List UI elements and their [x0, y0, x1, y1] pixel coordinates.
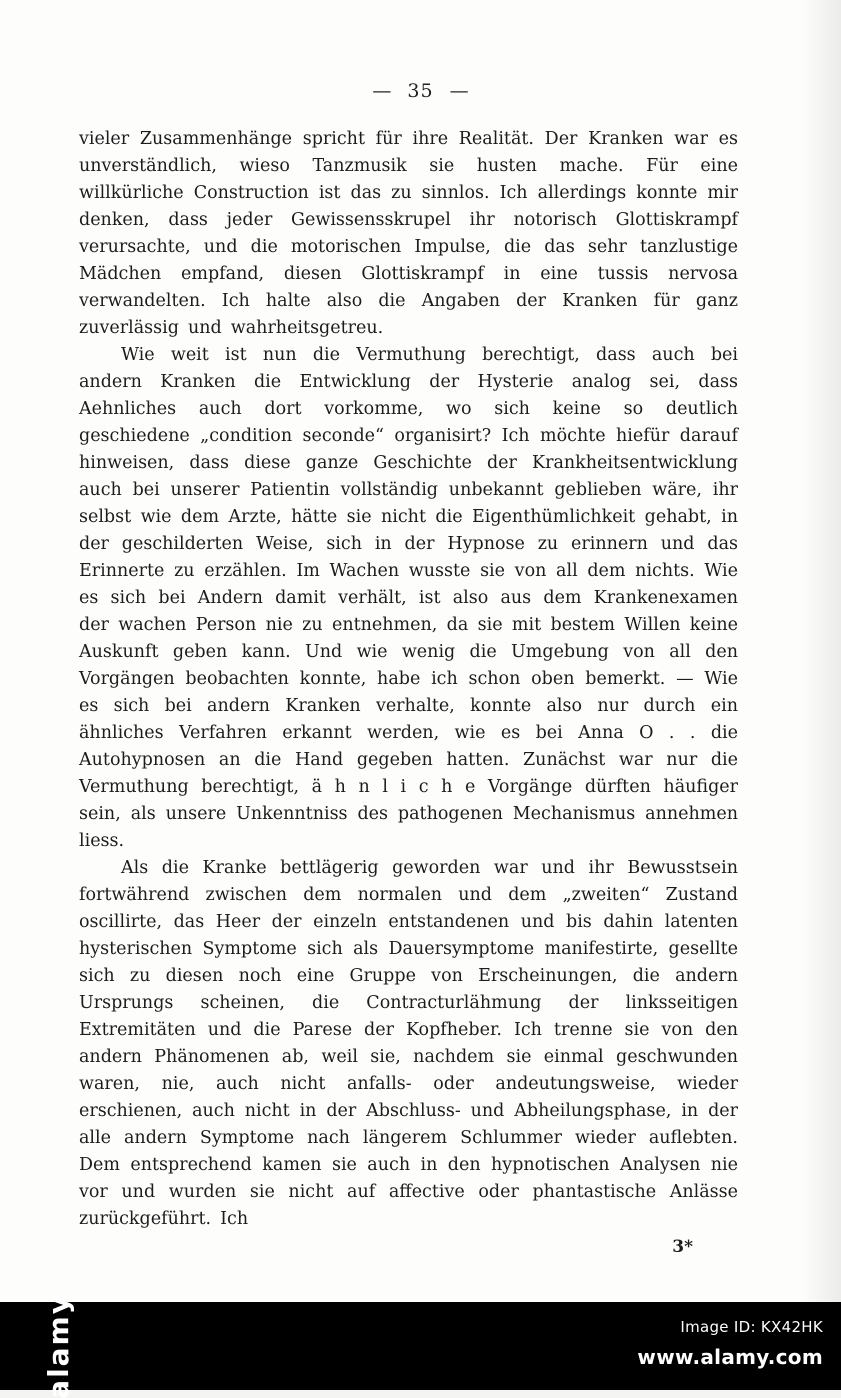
alamy-logo-text: alamy — [42, 1293, 75, 1398]
printer-signature-mark: 3* — [672, 1237, 693, 1257]
page-number: 35 — [407, 80, 434, 102]
paragraph: Wie weit ist nun die Vermuthung berechtigt, dass auch bei andern Kranken die Entwicklung der Hysterie analog sei, dass Aehnliches auch dort vorkomme, wo sich keine so deutlich geschiedene „condition seconde“ organisirt? Ich möchte hiefür darauf hinweisen, dass diese ganze Geschichte der Krankheitsentwicklung auch bei unserer Patientin vollständig unbekannt geblieben wäre, ihr selbst wie dem Arzte, hätte sie nicht die Eigenthümlichkeit gehabt, in der geschilderten Weise, sich in der Hypnose zu erinnern und das Erinnerte zu erzählen. Im Wachen wusste sie von all dem nichts. Wie es sich bei Andern damit verhält, ist also aus dem Krankenexamen der wachen Person nie zu entnehmen, da sie mit bestem Willen keine Auskunft geben kann. Und wie wenig die Umgebung von all den Vorgängen beobachten konnte, habe ich schon oben bemerkt. — Wie es sich bei andern Kranken verhalte, konnte also nur durch ein ähnliches Verfahren erkannt werden, wie es bei Anna O . . die Autohypnosen an die Hand gegeben hatten. Zunächst war nur die Vermuthung berechtigt, ä h n l i c h e Vorgänge dürften häufiger sein, als unsere Unkenntniss des pathogenen Mechanismus annehmen liess. — [79, 345, 738, 851]
paragraph-continuation: vieler Zusammenhänge spricht für ihre Realität. Der Kranken war es unverständlich, wieso Tanzmusik sie husten mache. Für eine willkürliche Construction ist das zu sinnlos. Ich allerdings konnte mir denken, dass jeder Gewissensskrupel ihr notorisch Glottiskrampf verursachte, und die motorischen Impulse, die das sehr tanzlustige Mädchen empfand, diesen Glottiskrampf in eine tussis nervosa verwandelten. Ich halte also die Angaben der Kranken für ganz zuverlässig und wahrheitsgetreu. — [79, 129, 738, 338]
header-dash-right: — — [449, 80, 469, 102]
page-edge-shadow — [801, 0, 841, 1302]
page-body — [79, 126, 738, 1233]
header-dash-left: — — [372, 80, 392, 102]
alamy-logo — [42, 1293, 75, 1398]
image-id-label: Image ID: KX42HK — [680, 1318, 823, 1336]
alamy-url: www.alamy.com — [637, 1345, 823, 1369]
alamy-watermark-bar — [0, 1293, 841, 1398]
page-header — [0, 0, 841, 102]
watermark-info — [637, 1318, 823, 1369]
paragraph: Als die Kranke bettlägerig geworden war und ihr Bewusstsein fortwährend zwischen dem normalen und dem „zweiten“ Zustand oscillirte, das Heer der einzeln entstandenen und bis dahin latenten hysterischen Symptome sich als Dauersymptome manifestirte, gesellte sich zu diesen noch eine Gruppe von Erscheinungen, die andern Ursprungs scheinen, die Contracturlähmung der linksseitigen Extremitäten und die Parese der Kopfheber. Ich trenne sie von den andern Phänomenen ab, weil sie, nachdem sie einmal geschwunden waren, nie, auch nicht anfalls- oder andeutungsweise, wieder erschienen, auch nicht in der Abschluss- und Abheilungsphase, in der alle andern Symptome nach längerem Schlummer wieder auflebten. Dem entsprechend kamen sie auch in den hypnotischen Analysen nie vor und wurden sie nicht auf affective oder phantastische Anlässe zurückgeführt. Ich — [79, 858, 738, 1229]
